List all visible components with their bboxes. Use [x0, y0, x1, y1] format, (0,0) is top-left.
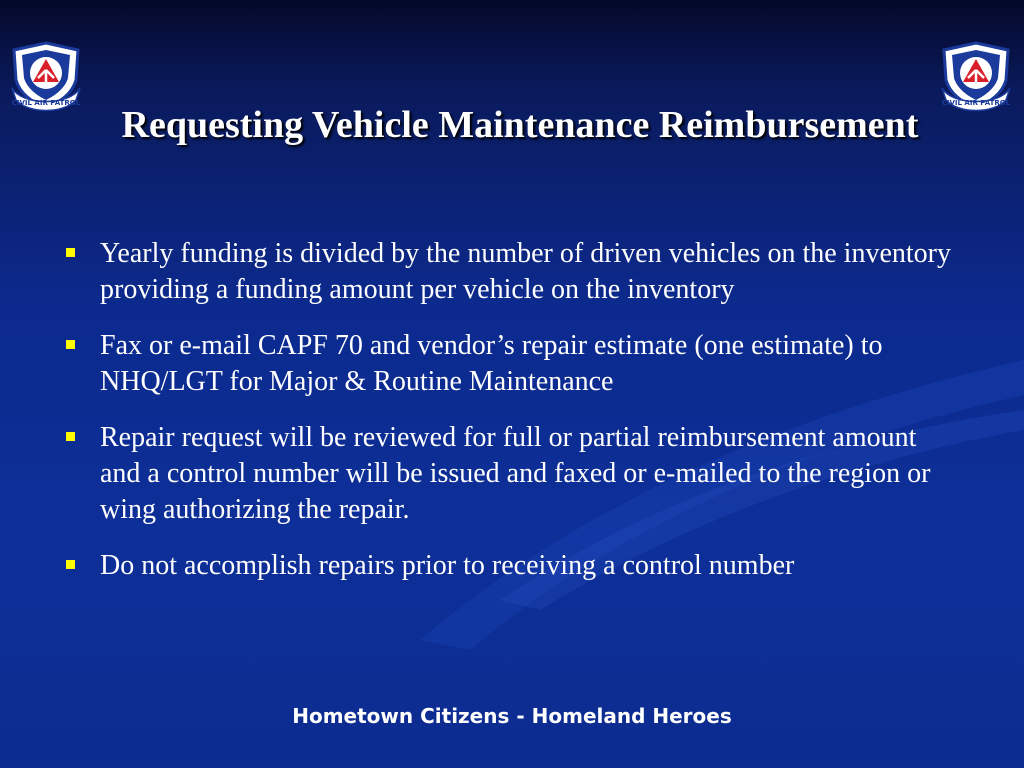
civil-air-patrol-emblem-icon [938, 40, 1014, 112]
square-bullet-icon [66, 432, 75, 441]
logo-lettering: CIVIL AIR PATROL [11, 99, 81, 107]
bullet-item [60, 420, 960, 528]
bullet-text: Do not accomplish repairs prior to receiving a control number [100, 550, 795, 581]
bullet-item [60, 236, 960, 308]
logo-lettering: CIVIL AIR PATROL [941, 99, 1011, 107]
square-bullet-icon [66, 248, 75, 257]
bullet-text: Yearly funding is divided by the number of driven vehicles on the inventory providing a funding amount per vehicle on the inventory [100, 238, 951, 305]
civil-air-patrol-emblem-icon [8, 40, 84, 112]
slide-footer: Hometown Citizens - Homeland Heroes [292, 704, 732, 728]
bullet-text: Fax or e-mail CAPF 70 and vendor’s repair estimate (one estimate) to NHQ/LGT for Major & Routine Maintenance [100, 330, 883, 397]
square-bullet-icon [66, 340, 75, 349]
bullet-text: Repair request will be reviewed for full or partial reimbursement amount and a control number will be issued and faxed or e-mailed to the region or wing authorizing the repair. [100, 422, 931, 525]
civil-air-patrol-logo-right [938, 40, 1014, 112]
civil-air-patrol-logo-left [8, 40, 84, 112]
slide-title: Requesting Vehicle Maintenance Reimbursement [121, 104, 919, 146]
bullet-list [60, 236, 960, 604]
bullet-item [60, 548, 960, 584]
bullet-item [60, 328, 960, 400]
square-bullet-icon [66, 560, 75, 569]
